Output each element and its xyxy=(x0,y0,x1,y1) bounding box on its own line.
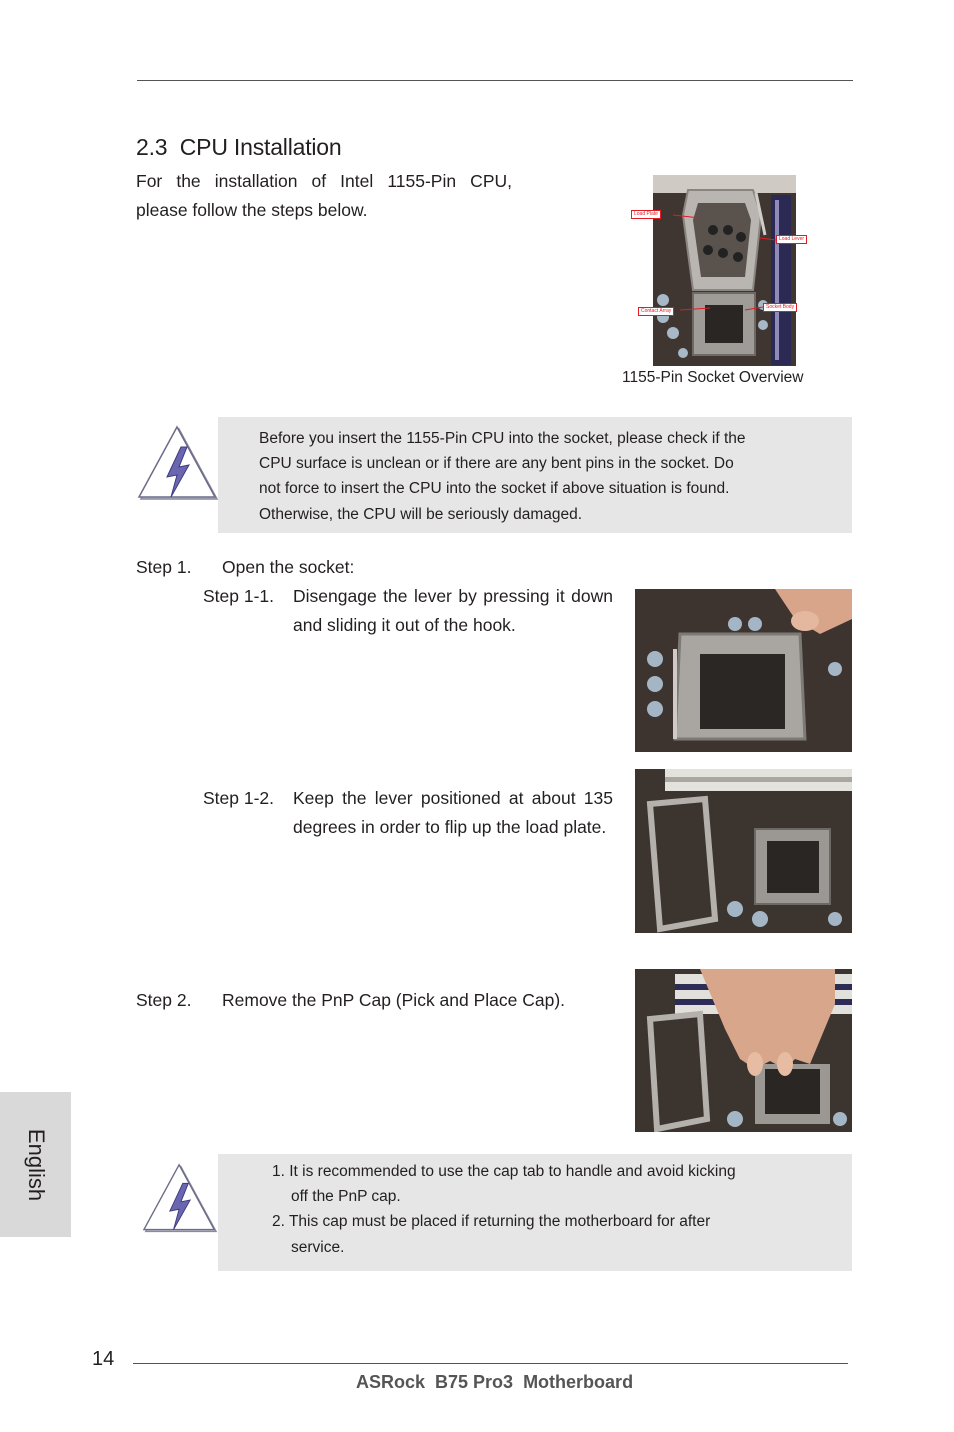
warning2-item-2-line-2: service. xyxy=(291,1238,345,1256)
step-1-2-text: Keep the lever positioned at about 135 degrees in order to flip up the load plate. xyxy=(293,788,613,837)
warning1-line-1: Before you insert the 1155-Pin CPU into the socket, please check if the xyxy=(259,430,746,447)
warning-box-2 xyxy=(218,1154,852,1271)
step-1-2-photo xyxy=(635,769,852,933)
step-2-label: Step 2. xyxy=(136,990,192,1010)
step-1-1-text: Disengage the lever by pressing it down and sliding it out of the hook. xyxy=(293,586,613,635)
warning2-item-1-line-1: 1. It is recommended to use the cap tab to handle and avoid kicking xyxy=(272,1163,736,1180)
step-1 xyxy=(136,553,616,582)
warning-icon xyxy=(137,425,219,505)
callout-load-lever: Load Lever xyxy=(776,235,807,244)
overview-caption: 1155-Pin Socket Overview xyxy=(622,369,804,386)
step-1-1 xyxy=(203,582,615,640)
warning2-item-1-line-2: off the PnP cap. xyxy=(291,1188,401,1206)
header-rule xyxy=(137,80,853,81)
warning1-line-4: Otherwise, the CPU will be seriously damaged. xyxy=(259,505,583,523)
step-1-1-photo xyxy=(635,589,852,752)
callout-socket-body: Socket Body xyxy=(763,303,797,312)
warning1-line-2: CPU surface is unclean or if there are any bent pins in the socket. Do xyxy=(259,455,734,473)
warning-icon-2 xyxy=(141,1163,219,1237)
footer-title: ASRock B75 Pro3 Motherboard xyxy=(356,1372,634,1392)
section-heading xyxy=(136,134,341,161)
callout-load-plate: Load Plate xyxy=(631,210,661,219)
section-title: CPU Installation xyxy=(179,134,342,160)
footer-rule xyxy=(133,1363,848,1364)
section-number: 2.3 xyxy=(136,134,168,160)
intro-paragraph xyxy=(136,167,512,225)
callout-contact-array: Contact Array xyxy=(638,307,674,316)
callout-leader-lines xyxy=(620,200,820,330)
warning2-item-2-line-1: 2. This cap must be placed if returning the motherboard for after xyxy=(272,1213,711,1231)
step-1-2 xyxy=(203,784,615,842)
step-1-1-label: Step 1-1. xyxy=(203,586,275,606)
step-2-text: Remove the PnP Cap (Pick and Place Cap). xyxy=(222,990,566,1010)
page-number: 14 xyxy=(92,1348,115,1370)
step-1-text: Open the socket: xyxy=(222,557,355,577)
intro-line-1: For the installation of Intel 1155-Pin CPU, xyxy=(136,171,512,191)
step-2-photo xyxy=(635,969,852,1132)
intro-line-2: please follow the steps below. xyxy=(136,200,368,220)
warning-box-1 xyxy=(218,417,852,533)
step-2 xyxy=(136,986,616,1015)
language-side-tab xyxy=(0,1092,71,1237)
step-1-label: Step 1. xyxy=(136,557,192,577)
warning1-line-3: not force to insert the CPU into the socket if above situation is found. xyxy=(259,480,730,498)
language-side-tab-label: English xyxy=(23,1128,49,1201)
step-1-2-label: Step 1-2. xyxy=(203,788,275,808)
